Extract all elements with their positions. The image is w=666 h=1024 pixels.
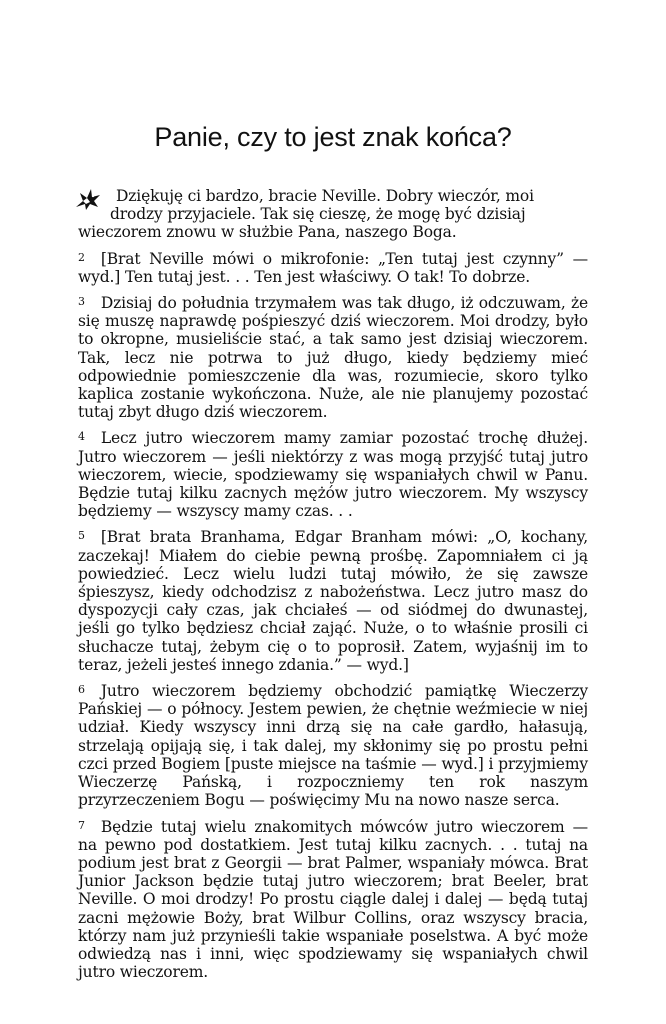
paragraph-text: Będzie tutaj wielu znakomitych mówców jutro wieczorem — na pewno pod dostatkiem. Jest tutaj kilku zacnych. . . tutaj na podium jest brat z Georgii — brat Palmer, wspaniały mówca. Brat Junior Jackson będzie tutaj jutro wieczorem; brat Beeler, brat Neville. O moi drodzy! Po prostu ciągle dalej i dalej — będą tutaj zacni mężowie Boży, brat Wilbur Collins, oraz wszyscy bracia, którzy nam już przynieśli takie wspaniałe poselstwa. A być może odwiedzą nas i inni, więc spodziewamy się wspaniałych chwil jutro wieczorem.	[78, 817, 588, 982]
paragraph-text: [Brat Neville mówi o mikrofonie: „Ten tutaj jest czynny” — wyd.] Ten tutaj jest. . . Ten jest właściwy. O tak! To dobrze.	[78, 249, 588, 286]
dove-icon	[74, 187, 102, 211]
paragraph-number: 4	[78, 430, 85, 444]
paragraph-6	[78, 681, 588, 809]
paragraph-number: 2	[78, 250, 85, 264]
paragraph-text: Dzisiaj do południa trzymałem was tak długo, iż odczuwam, że się muszę naprawdę pośpieszyć dziś wieczorem. Moi drodzy, było to okropne, musieliście stać, a tak samo jest dzisiaj wieczorem. Tak, lecz nie potrwa to już długo, kiedy będziemy mieć odpowiednie pomieszczenie dla was, rozumiecie, skoro tylko kaplica zostanie wykończona. Nuże, ale nie planujemy pozostać tutaj zbyt długo dziś wieczorem.	[78, 294, 588, 422]
paragraph-1-line-2: drodzy przyjaciele. Tak się cieszę, że mogę być dzisiaj	[110, 205, 526, 224]
paragraph-number: 3	[78, 295, 85, 309]
paragraph-number: 5	[78, 529, 85, 543]
paragraph-text: Jutro wieczorem będziemy obchodzić pamiątkę Wieczerzy Pańskiej — o północy. Jestem pewien, że chętnie weźmiecie w niej udział. Kiedy wszyscy inni drzą się na całe gardło, hałasują, strzelają opijają się, i tak dalej, my skłonimy się po prostu pełni czci przed Bogiem [puste miejsce na taśmie — wyd.] i przyjmiemy Wieczerzę Pańską, i rozpoczniemy ten rok naszym przyrzeczeniem Bogu — poświęcimy Mu na nowo nasze serca.	[78, 682, 588, 810]
paragraph-number: 7	[78, 818, 85, 832]
paragraph-1-line-1: Dziękuję ci bardzo, bracie Neville. Dobry wieczór, moi	[116, 187, 534, 205]
sermon-text	[78, 187, 588, 988]
paragraph-text: [Brat brata Branhama, Edgar Branham mówi: „O, kochany, zaczekaj! Miałem do ciebie pewną prośbę. Zapomniałem ci ją powiedzieć. Lecz wielu ludzi tutaj mówiło, że się zawsze śpieszysz, kiedy odchodzisz z nabożeństwa. Lecz jutro masz do dyspozycji cały czas, jak chciałeś — od siódmej do dwunastej, jeśli go tylko będziesz chciał zająć. Nuże, o to właśnie prosili ci słuchacze tutaj, żebym cię o to poprosił. Zatem, wyjaśnij im to teraz, jeżeli jesteś innego zdania.” — wyd.]	[78, 528, 588, 674]
paragraph-5	[78, 527, 588, 674]
paragraph-number: 6	[78, 683, 85, 697]
page-title: Panie, czy to jest znak końca?	[154, 122, 512, 152]
paragraph-4	[78, 428, 588, 520]
paragraph-7	[78, 817, 588, 982]
paragraph-1	[78, 187, 588, 242]
paragraph-2	[78, 249, 588, 286]
paragraph-1-line-3: wieczorem znowu w służbie Pana, naszego Boga.	[78, 223, 457, 242]
paragraph-3	[78, 293, 588, 421]
paragraph-text: Lecz jutro wieczorem mamy zamiar pozostać trochę dłużej. Jutro wieczorem — jeśli niektórzy z was mogą przyjść tutaj jutro wieczorem, wiecie, spodziewamy się wspaniałych chwil w Panu. Będzie tutaj kilku zacnych mężów jutro wieczorem. My wszyscy będziemy — wszyscy mamy czas. . .	[78, 429, 588, 521]
